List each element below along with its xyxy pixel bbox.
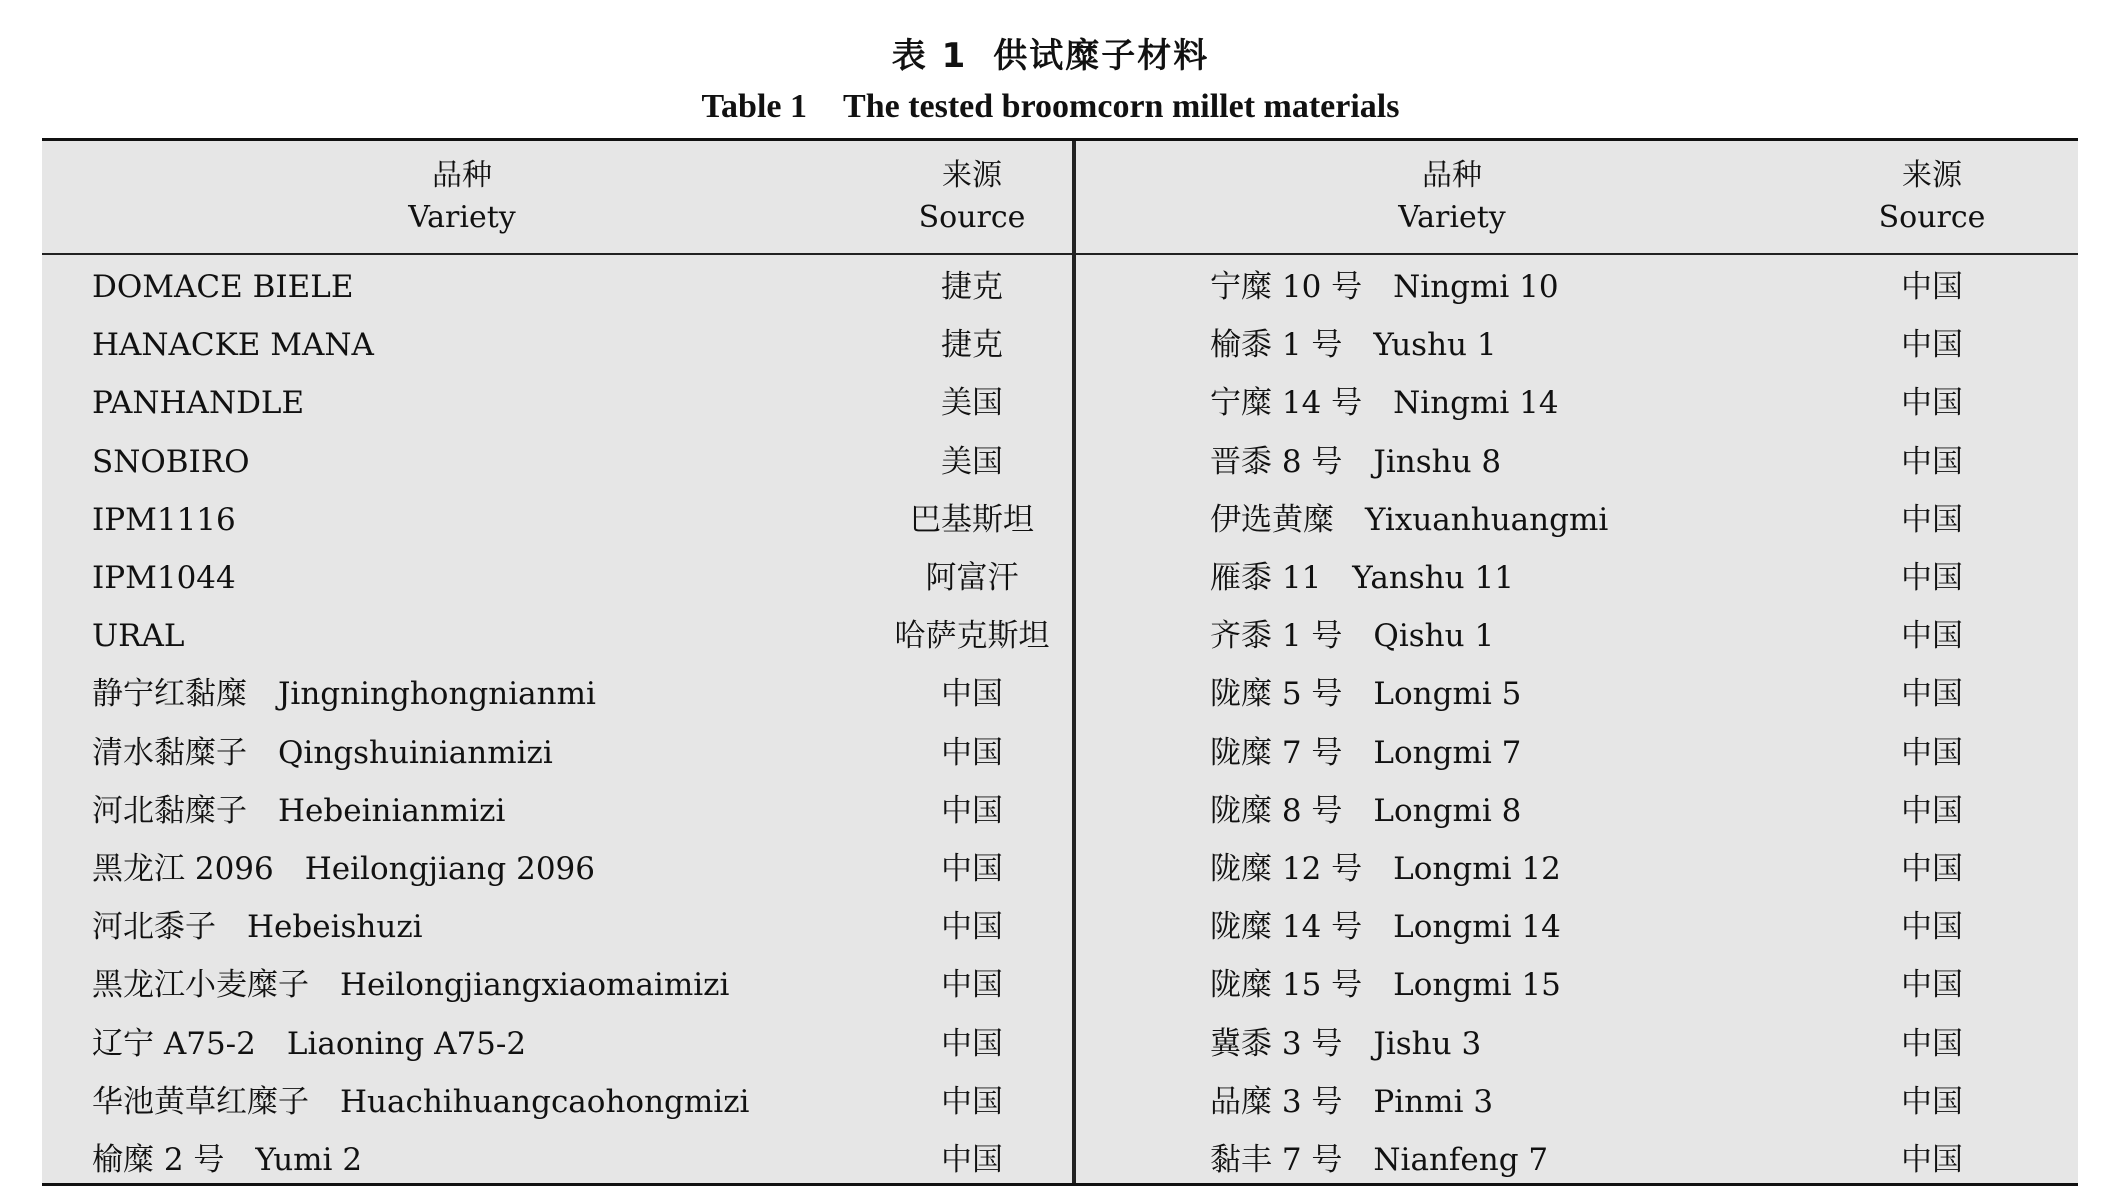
- source-cell: 中国: [941, 909, 1003, 946]
- source-cell: 中国: [1901, 501, 1963, 538]
- table-row: [42, 724, 2078, 782]
- source-cell: 中国: [1901, 618, 1963, 655]
- variety-cell: 雁黍 11 Yanshu 11: [1210, 560, 1514, 596]
- table-row: [42, 1015, 2078, 1073]
- variety-cell: 陇糜 14 号 Longmi 14: [1210, 909, 1561, 946]
- materials-table: [42, 138, 2078, 1186]
- variety-cell: 宁糜 14 号 Ningmi 14: [1210, 385, 1559, 422]
- variety-cell: 伊选黄糜 Yixuanhuangmi: [1210, 501, 1609, 538]
- variety-cell: 黑龙江小麦糜子 Heilongjiangxiaomaimizi: [92, 967, 730, 1004]
- variety-cell: 冀黍 3 号 Jishu 3: [1210, 1025, 1482, 1062]
- header-variety-cn: 品种: [1422, 158, 1482, 193]
- header-variety-cn: 品种: [432, 158, 492, 193]
- caption-cn-label: 表 1: [891, 36, 968, 76]
- variety-cell: HANACKE MANA: [92, 327, 374, 364]
- variety-cell: 榆黍 1 号 Yushu 1: [1210, 327, 1497, 364]
- header-variety-en: Variety: [408, 200, 516, 235]
- variety-cell: 辽宁 A75-2 Liaoning A75-2: [92, 1025, 527, 1062]
- variety-cell: 陇糜 7 号 Longmi 7: [1210, 734, 1522, 771]
- header-variety-left: [132, 155, 792, 239]
- table-row: [42, 840, 2078, 898]
- source-cell: 中国: [1901, 909, 1963, 946]
- header-source-left: [802, 155, 1142, 239]
- source-cell: 中国: [1901, 385, 1963, 422]
- variety-cell: 齐黍 1 号 Qishu 1: [1210, 618, 1495, 655]
- variety-cell: DOMACE BIELE: [92, 269, 354, 305]
- variety-cell: 静宁红黏糜 Jingninghongnianmi: [92, 676, 596, 713]
- source-cell: 中国: [941, 676, 1003, 713]
- variety-cell: 陇糜 8 号 Longmi 8: [1210, 792, 1522, 829]
- variety-cell: 华池黄草红糜子 Huachihuangcaohongmizi: [92, 1083, 750, 1120]
- caption-cn-title: 供试糜子材料: [993, 36, 1210, 76]
- source-cell: 中国: [941, 734, 1003, 771]
- source-cell: 中国: [1901, 269, 1963, 305]
- source-cell: 中国: [941, 967, 1003, 1004]
- header-source-en: Source: [918, 200, 1026, 235]
- variety-cell: 晋黍 8 号 Jinshu 8: [1210, 443, 1502, 480]
- variety-cell: PANHANDLE: [92, 385, 305, 422]
- source-cell: 中国: [1901, 1142, 1963, 1178]
- table-caption-cn: [0, 28, 2101, 77]
- source-cell: 中国: [1901, 560, 1963, 596]
- variety-cell: 榆糜 2 号 Yumi 2: [92, 1142, 363, 1178]
- source-cell: 捷克: [941, 269, 1003, 305]
- table-row: [42, 898, 2078, 956]
- source-cell: 中国: [941, 792, 1003, 829]
- source-cell: 中国: [1901, 1025, 1963, 1062]
- table-caption-en: [0, 88, 2101, 126]
- table-row: [42, 433, 2078, 491]
- table-row: [42, 258, 2078, 316]
- variety-cell: 陇糜 15 号 Longmi 15: [1210, 967, 1561, 1004]
- table-row: [42, 374, 2078, 432]
- header-variety-right: [1132, 155, 1772, 239]
- table-row: [42, 607, 2078, 665]
- source-cell: 中国: [1901, 734, 1963, 771]
- table-row: [42, 549, 2078, 607]
- header-source-cn: 来源: [942, 158, 1002, 193]
- variety-cell: 河北黏糜子 Hebeinianmizi: [92, 792, 506, 829]
- source-cell: 中国: [1901, 676, 1963, 713]
- variety-cell: 清水黏糜子 Qingshuinianmizi: [92, 734, 553, 771]
- variety-cell: 黑龙江 2096 Heilongjiang 2096: [92, 851, 595, 887]
- caption-en-title: The tested broomcorn millet materials: [843, 88, 1400, 125]
- source-cell: 中国: [941, 1025, 1003, 1062]
- variety-cell: 黏丰 7 号 Nianfeng 7: [1210, 1142, 1549, 1178]
- source-cell: 哈萨克斯坦: [894, 618, 1050, 655]
- source-cell: 阿富汗: [925, 560, 1019, 596]
- variety-cell: 陇糜 12 号 Longmi 12: [1210, 851, 1561, 887]
- source-cell: 中国: [941, 1142, 1003, 1178]
- source-cell: 巴基斯坦: [910, 501, 1034, 538]
- source-cell: 捷克: [941, 327, 1003, 364]
- variety-cell: SNOBIRO: [92, 443, 250, 480]
- variety-cell: URAL: [92, 618, 185, 655]
- source-cell: 美国: [941, 385, 1003, 422]
- table-header: [42, 141, 2078, 255]
- variety-cell: 陇糜 5 号 Longmi 5: [1210, 676, 1522, 713]
- table-row: [42, 491, 2078, 549]
- source-cell: 中国: [941, 851, 1003, 887]
- variety-cell: 河北黍子 Hebeishuzi: [92, 909, 423, 946]
- table-row: [42, 1131, 2078, 1189]
- source-cell: 中国: [1901, 967, 1963, 1004]
- source-cell: 中国: [941, 1083, 1003, 1120]
- table-row: [42, 1073, 2078, 1131]
- variety-cell: 宁糜 10 号 Ningmi 10: [1210, 269, 1559, 305]
- source-cell: 中国: [1901, 792, 1963, 829]
- header-variety-en: Variety: [1398, 200, 1506, 235]
- table-row: [42, 316, 2078, 374]
- source-cell: 中国: [1901, 327, 1963, 364]
- table-row: [42, 956, 2078, 1014]
- variety-cell: 品糜 3 号 Pinmi 3: [1210, 1083, 1494, 1120]
- source-cell: 中国: [1901, 851, 1963, 887]
- source-cell: 中国: [1901, 1083, 1963, 1120]
- table-row: [42, 665, 2078, 723]
- table-row: [42, 782, 2078, 840]
- variety-cell: IPM1044: [92, 560, 236, 596]
- caption-en-label: Table 1: [701, 88, 808, 125]
- header-source-en: Source: [1878, 200, 1986, 235]
- header-source-right: [1802, 155, 2062, 239]
- header-source-cn: 来源: [1902, 158, 1962, 193]
- variety-cell: IPM1116: [92, 501, 236, 538]
- source-cell: 中国: [1901, 443, 1963, 480]
- source-cell: 美国: [941, 443, 1003, 480]
